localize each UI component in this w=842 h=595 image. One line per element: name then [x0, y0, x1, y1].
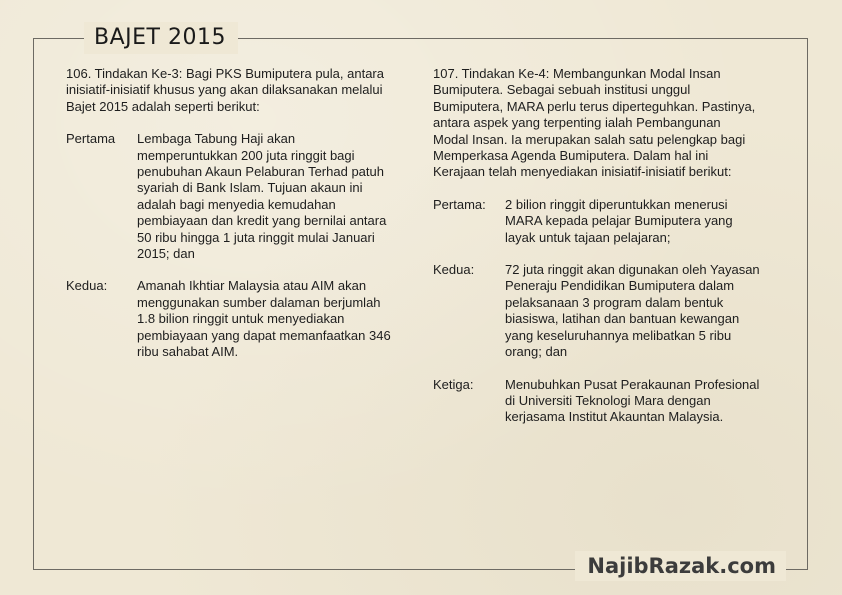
list-item-label: Kedua: [66, 278, 108, 294]
list-item-ketiga [433, 377, 785, 426]
list-item-text: Menubuhkan Pusat Perakaunan Profesional di Universiti Teknologi Mara dengan kerjasama Institut Akauntan Malaysia. [505, 376, 760, 425]
list-item-label: Ketiga: [433, 376, 474, 392]
left-column [66, 66, 418, 377]
brand-watermark: NajibRazak.com [575, 551, 786, 581]
list-item-text: Lembaga Tabung Haji akan memperuntukkan 200 juta ringgit bagi penubuhan Akaun Pelaburan Terhad patuh syariah di Bank Islam. Tujuan akaun ini adalah bagi menyedia kemudahan pembiayaan dan kredit yang bernilai antara 50 ribu hingga 1 juta ringgit mulai Januari 2015; dan [137, 131, 387, 262]
page-title: BAJET 2015 [84, 22, 238, 54]
paragraph-107-intro: 107. Tindakan Ke-4: Membangunkan Modal Insan Bumiputera. Sebagai sebuah institusi unggul Bumiputera, MARA perlu terus diperteguhkan. Pastinya, antara aspek yang terpenting ialah Pembangunan Modal Insan. Ia merupakan salah satu pelengkap bagi Memperkasa Agenda Bumiputera. Dalam hal ini Kerajaan telah menyediakan inisiatif-inisiatif berikut: [433, 66, 756, 180]
list-item-kedua [66, 278, 418, 360]
list-item-text: 72 juta ringgit akan digunakan oleh Yayasan Peneraju Pendidikan Bumiputera dalam pelaksanaan 3 program dalam bentuk biasiswa, latihan dan bantuan kewangan yang keseluruhannya melibatkan 5 ribu orang; dan [505, 262, 760, 360]
list-item-text: Amanah Ikhtiar Malaysia atau AIM akan menggunakan sumber dalaman berjumlah 1.8 bilion ringgit untuk menyediakan pembiayaan yang dapat memanfaatkan 346 ribu sahabat AIM. [137, 278, 391, 360]
list-item-pertama [433, 197, 785, 246]
paragraph-106-intro: 106. Tindakan Ke-3: Bagi PKS Bumiputera pula, antara inisiatif-inisiatif khusus yang akan dilaksanakan melalui Bajet 2015 adalah seperti berikut: [66, 66, 384, 114]
list-item-label: Kedua: [433, 262, 475, 278]
list-item-text: 2 bilion ringgit diperuntukkan menerusi MARA kepada pelajar Bumiputera yang layak untuk tajaan pelajaran; [505, 196, 733, 245]
list-item-label: Pertama: [433, 196, 486, 212]
list-item-kedua [433, 262, 785, 360]
right-column [433, 66, 785, 442]
list-item-label: Pertama [66, 131, 116, 147]
list-item-pertama [66, 131, 418, 262]
